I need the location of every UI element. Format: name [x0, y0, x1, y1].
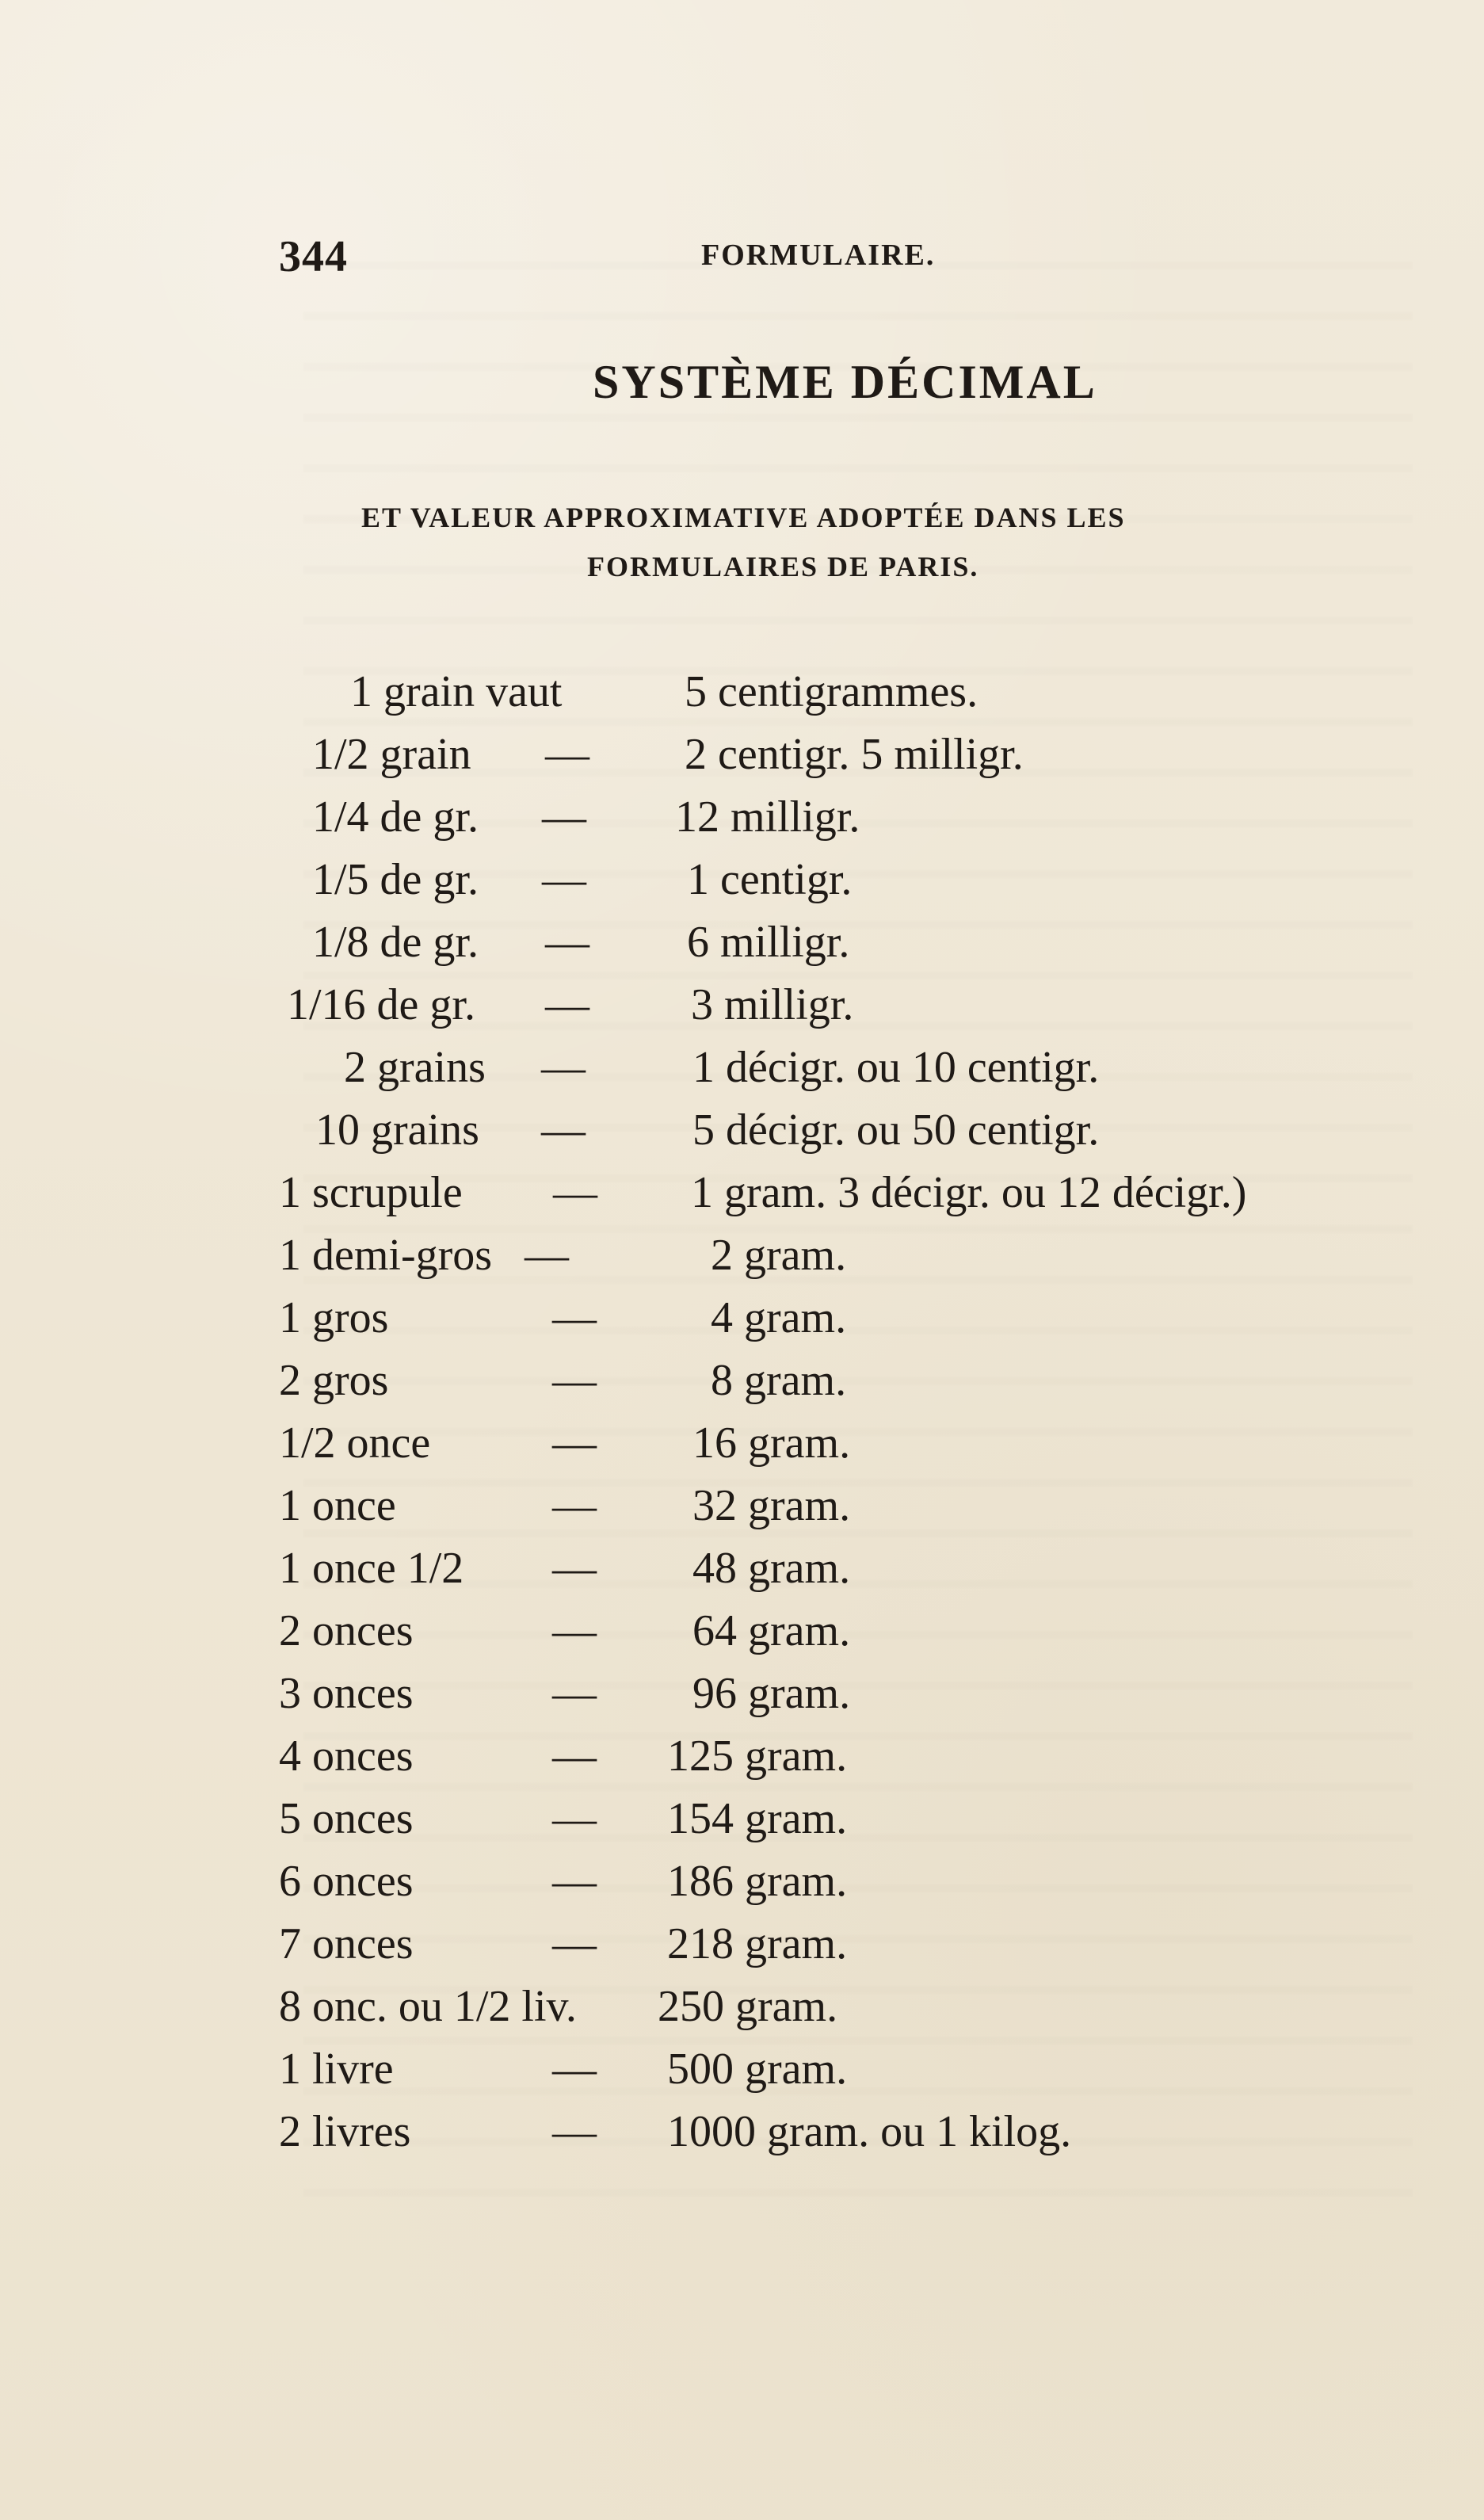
left-cell: 1 livre: [279, 2045, 394, 2094]
dash-cell: —: [545, 980, 589, 1029]
table-row: [279, 1413, 1372, 1473]
table-row: [279, 1350, 1372, 1411]
right-cell: 2 gram.: [711, 1231, 847, 1280]
dash-cell: —: [552, 1732, 597, 1781]
page-number: 344: [279, 232, 348, 281]
left-cell: 2 onces: [279, 1606, 414, 1655]
dash-cell: —: [552, 2045, 597, 2094]
table-row: [279, 724, 1372, 785]
left-cell: 2 livres: [279, 2107, 411, 2156]
left-cell: 1/16 de gr.: [287, 980, 475, 1029]
right-cell: 125 gram.: [667, 1732, 848, 1781]
subtitle-line-2: FORMULAIRES DE PARIS.: [587, 551, 979, 582]
left-cell: 6 onces: [279, 1857, 414, 1906]
left-cell: 3 onces: [279, 1669, 414, 1718]
right-cell: 12 milligr.: [675, 792, 860, 842]
table-row: [279, 1976, 1372, 2037]
left-cell: 1/2 grain: [312, 730, 471, 779]
page-title: SYSTÈME DÉCIMAL: [593, 356, 1097, 408]
right-cell: 218 gram.: [667, 1919, 848, 1968]
dash-cell: —: [545, 918, 589, 967]
right-cell: 5 centigrammes.: [685, 667, 979, 716]
table-row: [279, 1225, 1372, 1285]
right-cell: 6 milligr.: [687, 918, 850, 967]
right-cell: 1 centigr.: [687, 855, 853, 904]
left-cell: 2 gros: [279, 1356, 389, 1405]
table-row: [279, 1789, 1372, 1849]
left-cell: 1/8 de gr.: [312, 918, 479, 967]
left-cell: 8 onc. ou 1/2 liv.: [279, 1982, 577, 2031]
right-cell: 16 gram.: [692, 1418, 851, 1468]
left-cell: 10 grains: [315, 1105, 479, 1155]
page-header: [279, 231, 952, 287]
dash-cell: —: [552, 1794, 597, 1843]
table-row: [279, 1037, 1372, 1098]
table-row: [279, 1538, 1372, 1598]
dash-cell: —: [541, 1043, 586, 1092]
dash-cell: —: [552, 1669, 597, 1718]
dash-cell: —: [541, 1105, 586, 1155]
table-row: [279, 1288, 1372, 1348]
table-row: [279, 2102, 1372, 2162]
dash-cell: —: [553, 1168, 597, 1217]
dash-cell: —: [552, 1481, 597, 1530]
left-cell: 4 onces: [279, 1732, 414, 1781]
right-cell: 5 décigr. ou 50 centigr.: [692, 1105, 1100, 1155]
left-cell: 1 gros: [279, 1293, 389, 1342]
dash-cell: —: [552, 1544, 597, 1593]
right-cell: 1 gram. 3 décigr. ou 12 décigr.): [691, 1168, 1247, 1217]
dash-cell: —: [542, 855, 586, 904]
dash-cell: —: [552, 1606, 597, 1655]
dash-cell: —: [552, 1418, 597, 1468]
right-cell: 250 gram.: [658, 1982, 838, 2031]
dash-cell: —: [552, 1857, 597, 1906]
table-row: [279, 1726, 1372, 1786]
table-row: [279, 1601, 1372, 1661]
dash-cell: —: [552, 1356, 597, 1405]
table-row: [279, 912, 1372, 972]
dash-cell: —: [542, 792, 586, 842]
dash-cell: —: [552, 2107, 597, 2156]
left-cell: 2 grains: [344, 1043, 486, 1092]
subtitle-line-1: ET VALEUR APPROXIMATIVE ADOPTÉE DANS LES: [361, 502, 1126, 533]
left-cell: 1/4 de gr.: [312, 792, 479, 842]
left-cell: 5 onces: [279, 1794, 414, 1843]
left-cell: 1 grain vaut: [350, 667, 563, 716]
table-row: [279, 1663, 1372, 1724]
right-cell: 3 milligr.: [691, 980, 854, 1029]
table-row: [279, 662, 1372, 722]
dash-cell: —: [545, 730, 589, 779]
right-cell: 32 gram.: [692, 1481, 851, 1530]
table-row: [279, 787, 1372, 847]
right-cell: 186 gram.: [667, 1857, 848, 1906]
conversion-table: [279, 662, 1372, 2167]
right-cell: 96 gram.: [692, 1669, 851, 1718]
table-row: [279, 850, 1372, 910]
right-cell: 500 gram.: [667, 2045, 848, 2094]
table-row: [279, 1100, 1372, 1160]
left-cell: 1/5 de gr.: [312, 855, 479, 904]
right-cell: 48 gram.: [692, 1544, 851, 1593]
running-head: FORMULAIRE.: [701, 239, 936, 272]
right-cell: 64 gram.: [692, 1606, 851, 1655]
right-cell: 2 centigr. 5 milligr.: [685, 730, 1024, 779]
right-cell: 1 décigr. ou 10 centigr.: [692, 1043, 1100, 1092]
left-cell: 1 demi-gros: [279, 1231, 493, 1280]
right-cell: 1000 gram. ou 1 kilog.: [667, 2107, 1072, 2156]
table-row: [279, 1476, 1372, 1536]
right-cell: 8 gram.: [711, 1356, 847, 1405]
left-cell: 1 once 1/2: [279, 1544, 464, 1593]
dash-cell: —: [552, 1293, 597, 1342]
left-cell: 7 onces: [279, 1919, 414, 1968]
table-row: [279, 2039, 1372, 2099]
table-row: [279, 1914, 1372, 1974]
table-row: [279, 1851, 1372, 1911]
right-cell: 4 gram.: [711, 1293, 847, 1342]
table-row: [279, 1163, 1372, 1223]
left-cell: 1 scrupule: [279, 1168, 463, 1217]
table-row: [279, 975, 1372, 1035]
dash-cell: —: [552, 1919, 597, 1968]
left-cell: 1 once: [279, 1481, 396, 1530]
right-cell: 154 gram.: [667, 1794, 848, 1843]
left-cell: 1/2 once: [279, 1418, 431, 1468]
dash-cell: —: [525, 1231, 569, 1280]
